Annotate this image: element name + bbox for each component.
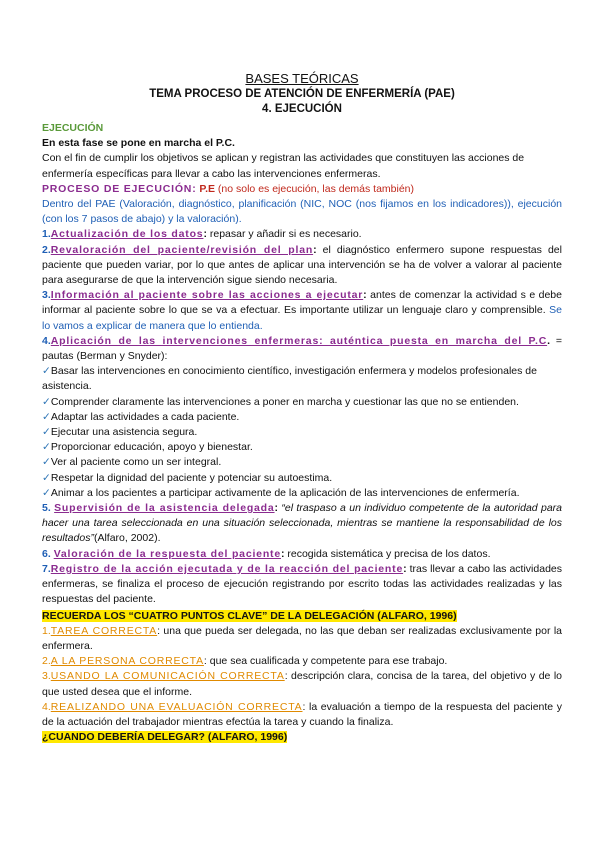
step-colon: : — [280, 547, 285, 560]
clave-text: : que sea cualificada y competente para ese trabajo. — [203, 655, 448, 668]
step-num: 2. — [42, 243, 51, 256]
step-title: Aplicación de las intervenciones enfermeras: auténtica puesta en marcha del P.C — [50, 334, 548, 347]
clave-title: TAREA CORRECTA — [50, 624, 158, 637]
list-item-text: Respetar la dignidad del paciente y potenciar su autoestima. — [50, 471, 333, 484]
proceso-note: (no solo es ejecución, las demás también) — [215, 182, 415, 195]
step-quote: “el traspaso a un individuo competente de la autoridad para hacer una tarea seleccionada en una situación seleccionada, mientras se mantiene la responsabilidad de los resultados” — [42, 502, 562, 545]
document-page — [42, 70, 562, 745]
step-cite: (Alfaro, 2002). — [93, 532, 161, 545]
list-item — [42, 440, 562, 455]
check-icon: ✓ — [42, 365, 51, 378]
clave-title: REALIZANDO UNA EVALUACIÓN CORRECTA — [50, 700, 303, 713]
intro-label: EJECUCIÓN — [42, 122, 104, 134]
step-title: Registro de la acción ejecutada y de la reacción del paciente — [50, 562, 404, 575]
list-item — [42, 486, 562, 501]
cuando-heading — [42, 730, 562, 745]
step-num: 6. — [42, 547, 51, 560]
step-text: repasar y añadir si es necesario. — [206, 228, 362, 241]
list-item — [42, 410, 562, 425]
step-colon: . — [547, 334, 551, 347]
step-6 — [42, 547, 562, 562]
step-text: = pautas (Berman y Snyder): — [42, 334, 562, 363]
step-4 — [42, 334, 562, 364]
step-note: Se lo vamos a explicar de manera que lo entienda. — [42, 304, 562, 332]
step-5 — [42, 501, 562, 547]
list-item-text: Comprender claramente las intervenciones a poner en marcha y cuestionar las que no se entienden. — [50, 395, 519, 408]
check-icon: ✓ — [42, 426, 51, 439]
clave-text: : la evaluación a tiempo de la respuesta del paciente y de la actuación del trabajador mientras efectúa la tarea y cuando la finaliza. — [42, 700, 562, 728]
step-colon: : — [203, 228, 207, 241]
clave-num: 2. — [42, 655, 51, 668]
clave-num: 1. — [42, 624, 51, 637]
step-text: tras llevar a cabo las actividades enfermeras, se finaliza el proceso de ejecución registrando por escrito todas las actividades realizadas y las respuestas del paciente. — [42, 562, 562, 606]
doc-title: BASES TEÓRICAS — [245, 71, 359, 86]
step-num: 1. — [42, 228, 51, 241]
checklist — [42, 364, 562, 501]
intro-text: Con el fin de cumplir los objetivos se aplican y registran las actividades que constituyen las acciones de enfermería específicas para llevar a cabo las intervenciones enfermeras. — [42, 152, 525, 180]
list-item — [42, 364, 562, 394]
intro-bold-line: En esta fase se pone en marcha el P.C. — [42, 137, 235, 150]
check-icon: ✓ — [42, 410, 51, 423]
list-item-text: Adaptar las actividades a cada paciente. — [50, 410, 240, 423]
step-7 — [42, 562, 562, 608]
clave-1 — [42, 624, 562, 654]
check-icon: ✓ — [42, 486, 51, 499]
list-item — [42, 425, 562, 440]
step-title: Valoración de la respuesta del paciente — [53, 547, 281, 560]
step-num: 4. — [42, 334, 51, 347]
proceso-heading — [42, 182, 562, 197]
step-colon: : — [403, 562, 407, 575]
step-colon: : — [363, 289, 367, 302]
step-2 — [42, 243, 562, 289]
clave-num: 3. — [42, 670, 51, 683]
step-colon: : — [274, 502, 279, 515]
list-item — [42, 395, 562, 410]
clave-4 — [42, 700, 562, 730]
clave-num: 4. — [42, 700, 51, 713]
list-item — [42, 471, 562, 486]
clave-3 — [42, 669, 562, 699]
step-text: recogida sistemática y precisa de los datos. — [284, 547, 491, 560]
step-title: Información al paciente sobre las acciones a ejecutar — [50, 289, 364, 302]
step-title: Actualización de los datos — [50, 228, 204, 241]
proceso-label: PROCESO DE EJECUCIÓN: — [42, 182, 197, 195]
list-item-text: Ver al paciente como un ser integral. — [50, 456, 222, 469]
recuerda-text: RECUERDA LOS “CUATRO PUNTOS CLAVE” DE LA DELEGACIÓN (ALFARO, 1996) — [42, 609, 457, 622]
proceso-pe: P.E — [199, 182, 215, 195]
doc-subtitle: TEMA PROCESO DE ATENCIÓN DE ENFERMERÍA (PAE) — [149, 88, 455, 100]
step-title: Revaloración del paciente/revisión del plan — [50, 243, 314, 256]
check-icon: ✓ — [42, 471, 51, 484]
list-item-text: Animar a los pacientes a participar activamente de la aplicación de las intervenciones de enfermería. — [50, 486, 520, 499]
check-icon: ✓ — [42, 441, 51, 454]
clave-text: : una que pueda ser delegada, no las que deban ser realizadas exclusivamente por la enfermera. — [42, 624, 563, 652]
proceso-desc: Dentro del PAE (Valoración, diagnóstico, planificación (NIC, NOC (nos fijamos en los indicadores)), ejecución (con los 7 pasos de abajo) y la valoración). — [42, 198, 562, 226]
step-text: el diagnóstico enfermero supone respuestas del paciente que pueden variar, por lo que antes de aplicar una intervención se ha de volver a valorar al paciente para asegurarse de que la intervención sigue siendo necesaria. — [42, 243, 562, 287]
step-1 — [42, 227, 562, 242]
step-text: antes de comenzar la actividad s e debe informar al paciente sobre lo que se va a efectuar. Es importante utilizar un lenguaje claro y comprensible. — [42, 289, 562, 317]
step-num: 7. — [42, 562, 51, 575]
cuando-text: ¿CUANDO DEBERÍA DELEGAR? (ALFARO, 1996) — [42, 731, 288, 744]
clave-text: : descripción clara, concisa de la tarea, del objetivo y de lo que usted desea que el informe. — [42, 670, 563, 698]
step-title: Supervisión de la asistencia delegada — [54, 502, 275, 515]
step-3 — [42, 288, 562, 334]
check-icon: ✓ — [42, 456, 51, 469]
step-colon: : — [313, 243, 317, 256]
check-icon: ✓ — [42, 395, 51, 408]
step-num: 5. — [42, 502, 51, 515]
clave-title: USANDO LA COMUNICACIÓN CORRECTA — [50, 670, 285, 683]
list-item-text: Proporcionar educación, apoyo y bienestar. — [50, 441, 253, 454]
list-item-text: Ejecutar una asistencia segura. — [50, 426, 198, 439]
clave-title: A LA PERSONA CORRECTA — [50, 655, 204, 668]
step-num: 3. — [42, 289, 51, 302]
list-item — [42, 455, 562, 470]
recuerda-heading — [42, 609, 562, 624]
section-title: 4. EJECUCIÓN — [262, 103, 342, 115]
list-item-text: Basar las intervenciones en conocimiento científico, investigación enfermera y modelos profesionales de asistencia. — [42, 365, 537, 393]
clave-2 — [42, 654, 562, 669]
